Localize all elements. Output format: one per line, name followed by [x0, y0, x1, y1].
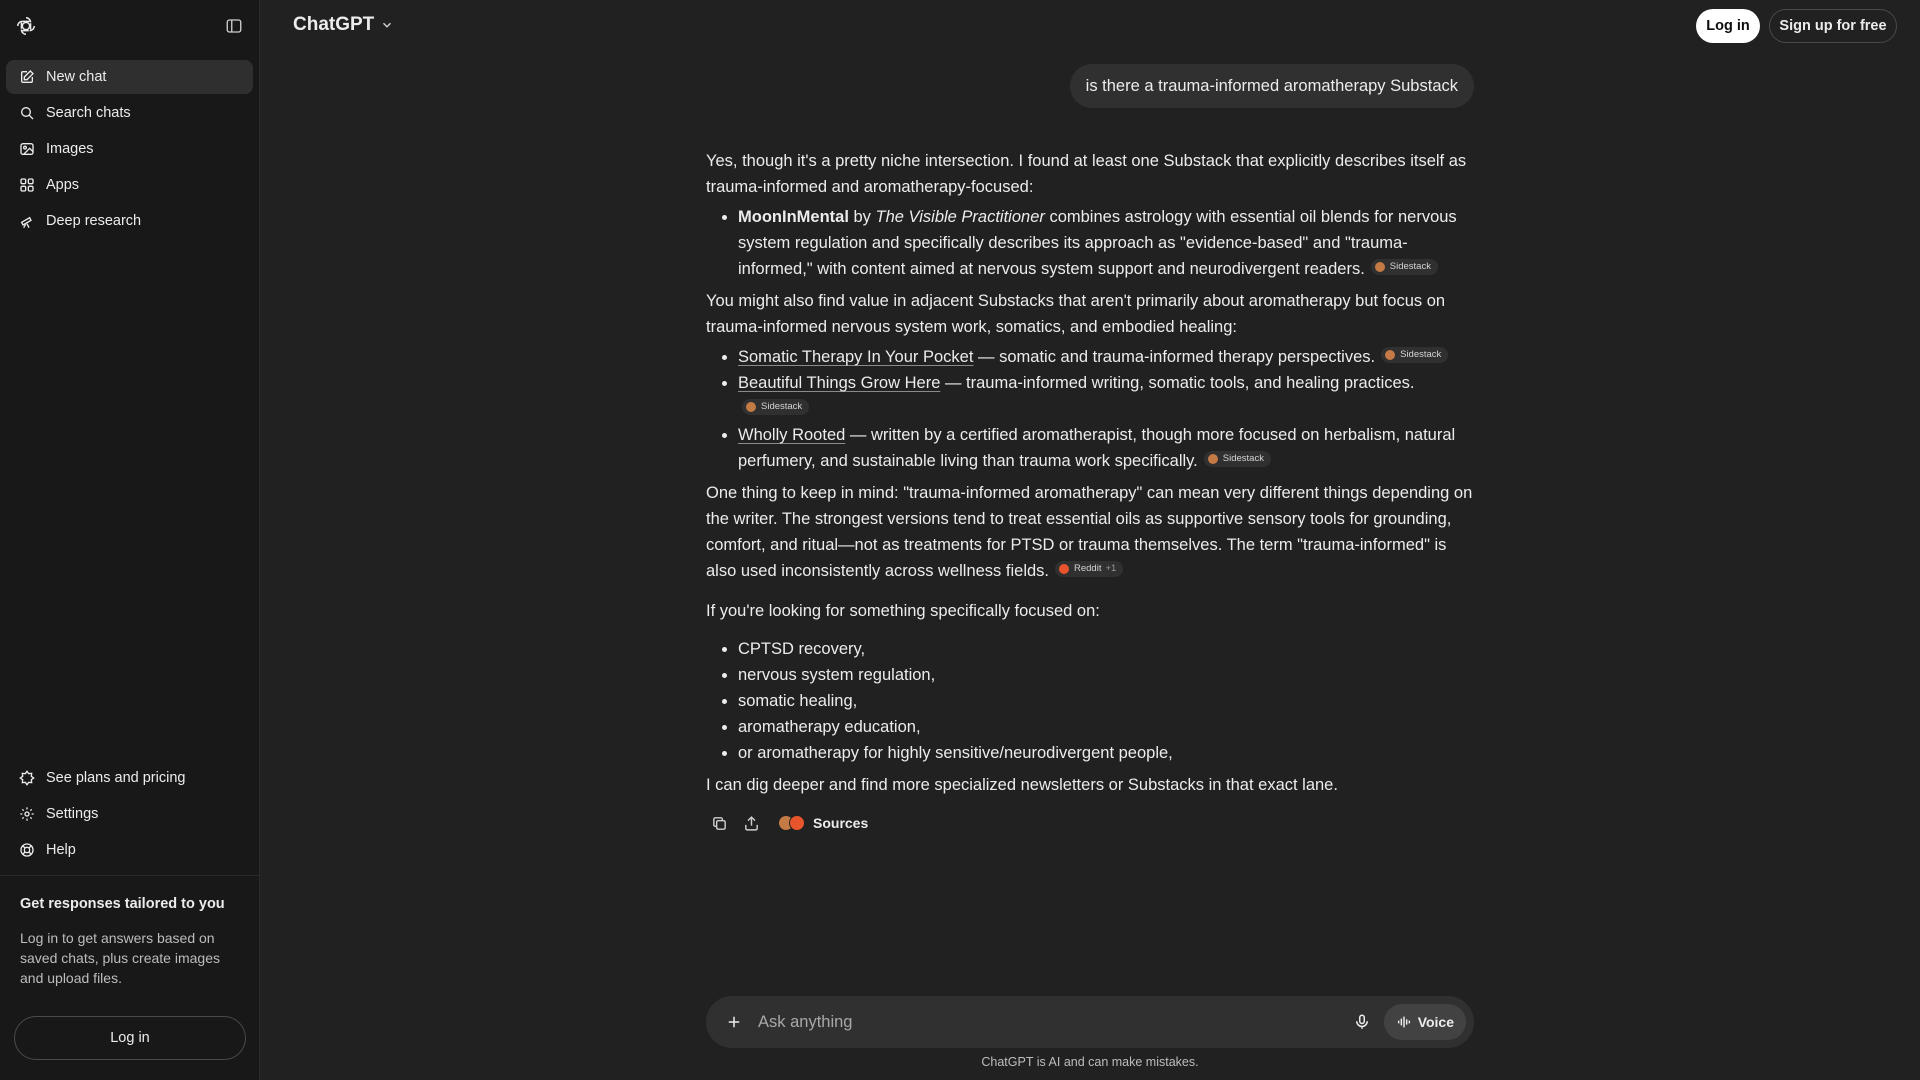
- sidebar-item-label: Apps: [46, 177, 80, 193]
- source-chip-label: Sidestack: [761, 401, 803, 412]
- search-icon: [18, 104, 36, 122]
- item-text: — trauma-informed writing, somatic tools, and healing practices.: [940, 374, 1415, 392]
- gear-icon: [18, 805, 36, 823]
- sidebar-item-settings[interactable]: [6, 797, 253, 831]
- reddit-favicon-icon: [789, 815, 805, 831]
- spacer: [706, 624, 1474, 632]
- sparkle-badge-icon: [18, 769, 36, 787]
- spacer: [706, 584, 1474, 598]
- source-chip[interactable]: [1055, 561, 1123, 577]
- header-login-button[interactable]: Log in: [1696, 9, 1760, 43]
- sidebar-item-label: Help: [46, 842, 76, 858]
- sidebar-item-label: Settings: [46, 806, 99, 822]
- substack-list: [706, 204, 1474, 282]
- source-chip-label: Sidestack: [1389, 261, 1431, 272]
- telescope-icon: [18, 212, 36, 230]
- sidebar-divider: [0, 875, 259, 876]
- waveform-icon: [1396, 1014, 1412, 1030]
- prompt-input[interactable]: [758, 1013, 1346, 1032]
- caveat-paragraph: [706, 480, 1474, 584]
- user-message-bubble: is there a trauma-informed aromatherapy Substack: [1070, 64, 1474, 108]
- adjacent-list: [706, 344, 1474, 474]
- item-text: — written by a certified aromatherapist, though more focused on herbalism, natural perfumery, and sustainable living than trauma work specifically.: [738, 426, 1456, 470]
- voice-label: Voice: [1417, 1014, 1454, 1030]
- sidebar-bottom-nav: [0, 761, 259, 869]
- sidebar-item-label: New chat: [46, 69, 107, 85]
- sidebar-item-deep-research[interactable]: [6, 204, 253, 238]
- model-selector[interactable]: [293, 14, 394, 36]
- list-item: • or aromatherapy for highly sensitive/neurodivergent people,: [738, 740, 1474, 766]
- voice-button[interactable]: [1384, 1004, 1466, 1040]
- focus-intro: If you're looking for something specifically focused on:: [706, 602, 1100, 620]
- message-actions: [706, 810, 1474, 836]
- sidebar-item-label: Deep research: [46, 213, 142, 229]
- list-item: • CPTSD recovery,: [738, 636, 1474, 662]
- substack-link[interactable]: Wholly Rooted: [738, 426, 846, 444]
- sidebar-item-plans[interactable]: [6, 761, 253, 795]
- substack-link[interactable]: Beautiful Things Grow Here: [738, 374, 941, 392]
- adjacent-intro: You might also find value in adjacent Substacks that aren't primarily about aromatherapy but focus on trauma-informed nervous system work, somatics, and embodied healing:: [706, 292, 1446, 336]
- list-item: • somatic healing,: [738, 688, 1474, 714]
- pencil-square-icon: [18, 68, 36, 86]
- item-text: — somatic and trauma-informed therapy perspectives.: [973, 348, 1376, 366]
- sources-favicons: [778, 815, 805, 831]
- sidebar-item-new-chat[interactable]: [6, 60, 253, 94]
- composer: [706, 996, 1474, 1048]
- source-chip[interactable]: [1371, 259, 1438, 275]
- focus-list: [706, 636, 1474, 766]
- sidebar-item-images[interactable]: [6, 132, 253, 166]
- microphone-icon[interactable]: [1346, 1006, 1378, 1038]
- source-count: +1: [1105, 563, 1117, 574]
- promo-title: Get responses tailored to you: [20, 896, 225, 912]
- apps-grid-icon: [18, 176, 36, 194]
- source-chip-label: Sidestack: [1400, 349, 1442, 360]
- header-signup-button[interactable]: Sign up for free: [1769, 9, 1897, 43]
- openai-logo-icon[interactable]: [14, 14, 38, 38]
- list-item: • aromatherapy education,: [738, 714, 1474, 740]
- sidestack-favicon-icon: [1375, 262, 1385, 272]
- sidebar-item-label: Search chats: [46, 105, 131, 121]
- copy-icon[interactable]: [706, 810, 732, 836]
- sidebar-nav: [0, 52, 259, 238]
- reddit-favicon-icon: [1059, 564, 1069, 574]
- substack-link[interactable]: Somatic Therapy In Your Pocket: [738, 348, 974, 366]
- sidebar-item-help[interactable]: [6, 833, 253, 867]
- list-item: [738, 370, 1474, 422]
- source-chip[interactable]: [742, 399, 809, 415]
- sidebar-item-apps[interactable]: [6, 168, 253, 202]
- sidestack-favicon-icon: [1385, 350, 1395, 360]
- list-item: [738, 204, 1474, 282]
- disclaimer: ChatGPT is AI and can make mistakes.: [981, 1055, 1199, 1069]
- login-promo: [20, 896, 239, 988]
- source-chip-label: Sidestack: [1222, 453, 1264, 464]
- sidebar: [0, 0, 260, 1080]
- assistant-intro: Yes, though it's a pretty niche intersection. I found at least one Substack that explicitly describes itself as trauma-informed and aromatherapy-focused:: [706, 152, 1467, 196]
- sources-label: Sources: [813, 815, 869, 831]
- share-icon[interactable]: [738, 810, 764, 836]
- source-chip-label: Reddit: [1074, 563, 1102, 574]
- assistant-message: [706, 148, 1474, 836]
- list-item: • nervous system regulation,: [738, 662, 1474, 688]
- by-text: by: [848, 208, 876, 226]
- sidebar-item-search-chats[interactable]: [6, 96, 253, 130]
- add-attachment-icon[interactable]: [720, 1008, 748, 1036]
- author-name: The Visible Practitioner: [875, 208, 1045, 226]
- promo-text: Log in to get answers based on saved chats, plus create images and upload files.: [20, 930, 220, 986]
- closing-text: I can dig deeper and find more specialized newsletters or Substacks in that exact lane.: [706, 776, 1338, 794]
- app-title: ChatGPT: [293, 14, 375, 35]
- sidebar-toggle-icon[interactable]: [223, 15, 245, 37]
- list-item: [738, 344, 1474, 370]
- sidebar-item-label: See plans and pricing: [46, 770, 186, 786]
- item-text: combines astrology with essential oil blends for nervous system regulation and specifically describes its approach as "evidence-based" and "trauma-informed," with content aimed at nervous system support and neurodivergent readers.: [738, 208, 1457, 278]
- sidebar-item-label: Images: [46, 141, 94, 157]
- help-icon: [18, 841, 36, 859]
- substack-name: MoonInMental: [738, 208, 849, 226]
- sidebar-header: [0, 0, 259, 52]
- chevron-down-icon: [380, 18, 394, 32]
- list-item: [738, 422, 1474, 474]
- sidebar-login-button[interactable]: Log in: [14, 1016, 246, 1060]
- images-icon: [18, 140, 36, 158]
- sidestack-favicon-icon: [1208, 454, 1218, 464]
- source-chip[interactable]: [1204, 451, 1271, 467]
- source-chip[interactable]: [1381, 347, 1448, 363]
- sidestack-favicon-icon: [746, 402, 756, 412]
- sources-button[interactable]: [778, 810, 868, 836]
- caveat-text: One thing to keep in mind: "trauma-informed aromatherapy" can mean very different things depending on the writer. The strongest versions tend to treat essential oils as supportive sensory tools for grounding, comfort, and ritual—not as treatments for PTSD or trauma themselves. The term "trauma-informed" is also used inconsistently across wellness fields.: [706, 484, 1473, 580]
